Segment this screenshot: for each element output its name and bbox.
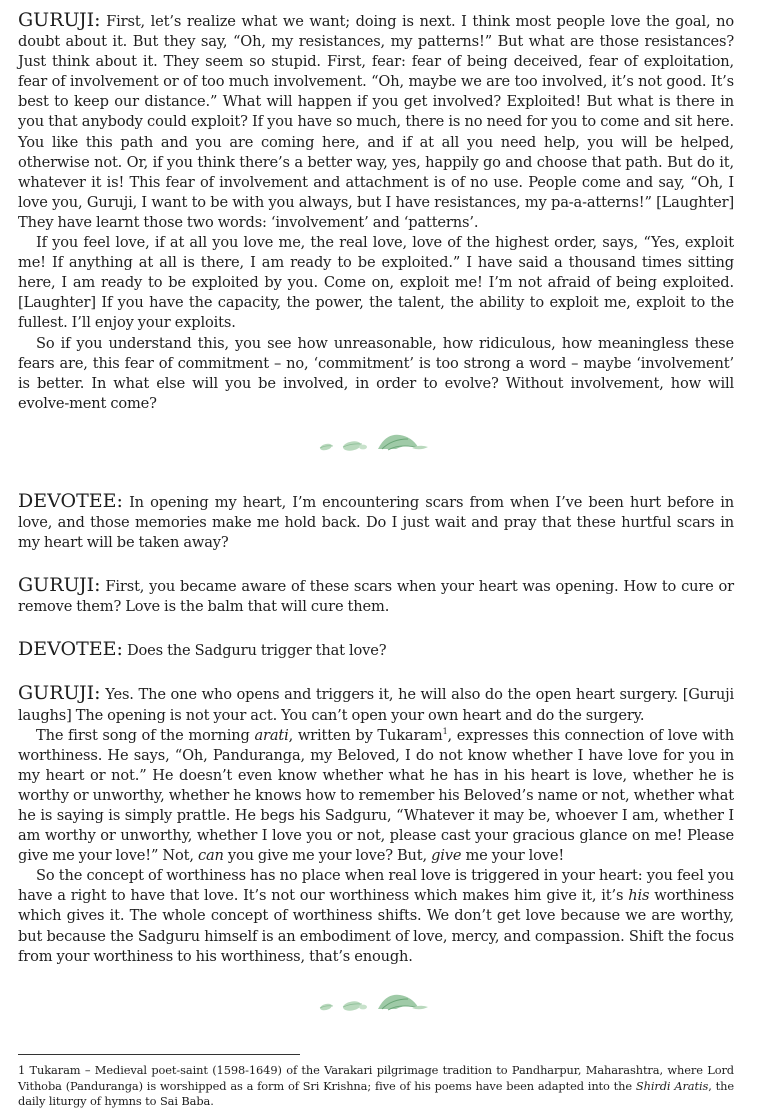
footnote-ref[interactable]: 1 — [442, 726, 448, 736]
paragraph-text: Does the Sadguru trigger that love? — [126, 642, 387, 660]
devotee-question-2 — [18, 639, 734, 661]
devotee-question-1 — [18, 491, 734, 553]
guruji-answer-2 — [18, 683, 734, 725]
paragraph-text: Yes. The one who opens and triggers it, he will also do the open heart surgery. [Guruji laughs] The opening is not your act. You can’t open your own heart and do the surgery. — [18, 686, 734, 724]
leaf-ornament-icon — [18, 429, 734, 455]
speaker-label: GURUJI: — [18, 9, 101, 31]
guruji-paragraph-2: If you feel love, if at all you love me, the real love, love of the highest order, says, “Yes, exploit me! If anything at all is there, I am ready to be exploited.” I have said a thousand times sitting here, I am ready to be exploited by you. Come on, exploit me! I’m not afraid of being exploited. [Laughter] If you have the capacity, the power, the talent, the ability to exploit me, exploit to the fullest. I’ll enjoy your exploits. — [18, 234, 734, 332]
speaker-label: GURUJI: — [18, 574, 101, 597]
guruji-paragraph-3: So if you understand this, you see how unreasonable, how ridiculous, how meaningless these fears are, this fear of commitment – no, ‘commitment’ is too strong a word – maybe ‘involvement’ is better. In what else will you be involved, in order to evolve? Without involvement, how will evolve-ment come? — [18, 334, 734, 412]
paragraph-text: In opening my heart, I’m encountering scars from when I’ve been hurt before in love, and those memories make me hold back. Do I just wait and pray that these hurtful scars in my heart will be taken away? — [18, 493, 734, 552]
document-page — [18, 10, 734, 1029]
paragraph-text: First, you became aware of these scars when your heart was opening. How to cure or remove them? Love is the balm that will cure them. — [18, 578, 734, 616]
leaf-ornament-icon — [18, 989, 734, 1015]
speaker-label: GURUJI: — [18, 682, 101, 705]
footnote: 1 Tukaram – Medieval poet-saint (1598-1649) of the Varakari pilgrimage tradition to Pandharpur, Maharashtra, where Lord Vithoba (Panduranga) is worshipped as a form of Sri Krishna; five of his poems have been adapted into the Shirdi Aratis, the daily liturgy of hymns to Sai Baba. — [18, 1063, 734, 1109]
speaker-label: DEVOTEE: — [18, 638, 123, 661]
footnote-divider — [18, 1054, 300, 1055]
guruji-paragraph-worthiness: So the concept of worthiness has no place when real love is triggered in your heart: you feel you have a right to have that love. It’s not our worthiness which makes him give it, it’s his worthiness which gives it. The whole concept of worthiness shifts. We don’t get love because we are worthy, but because the Sadguru himself is an embodiment of love, mercy, and compassion. Shift the focus from your worthiness to his worthiness, that’s enough. — [18, 867, 734, 965]
guruji-answer-1 — [18, 575, 734, 617]
guruji-paragraph-1 — [18, 10, 734, 233]
paragraph-text: First, let’s realize what we want; doing is next. I think most people love the goal, no doubt about it. But they say, “Oh, my resistances, my patterns!” But what are those resistances? Just think about it. They seem so stupid. First, fear: fear of being deceived, fear of exploitation, fear of involvement or of too much involvement. “Oh, maybe we are too involved, it’s not good. It’s best to keep our distance.” What will happen if you get involved? Exploited! But what is there in you that anybody could exploit? If you have so much, there is no need for you to come and sit here. You like this path and you are coming here, and if at all you need help, you will be helped, otherwise not. Or, if you think there’s a better way, yes, happily go and choose that path. But do it, whatever it is! This fear of involvement and attachment is of no use. People come and say, “Oh, I love you, Guruji, I want to be with you always, but I have resistances, my pa-a-atterns!” [Laughter] They have learnt those two words: ‘involvement’ and ‘patterns’. — [18, 13, 735, 231]
guruji-paragraph-arati: The first song of the morning arati, written by Tukaram$^1$, expresses this connection of love with worthiness. He says, “Oh, Panduranga, my Beloved, I do not know whether I have love for you in my heart or not.” He doesn’t even know whether what he has in his heart is love, whether he is worthy or unworthy, whether he knows how to remember his Beloved’s name or not, whether what he is saying is simply prattle. He begs his Sadguru, “Whatever it may be, whoever I am, whether I am worthy or unworthy, whether I love you or not, please cast your gracious glance on me! Please give me your love!” Not, can you give me your love? But, give me your love! — [18, 726, 734, 865]
speaker-label: DEVOTEE: — [18, 489, 123, 512]
